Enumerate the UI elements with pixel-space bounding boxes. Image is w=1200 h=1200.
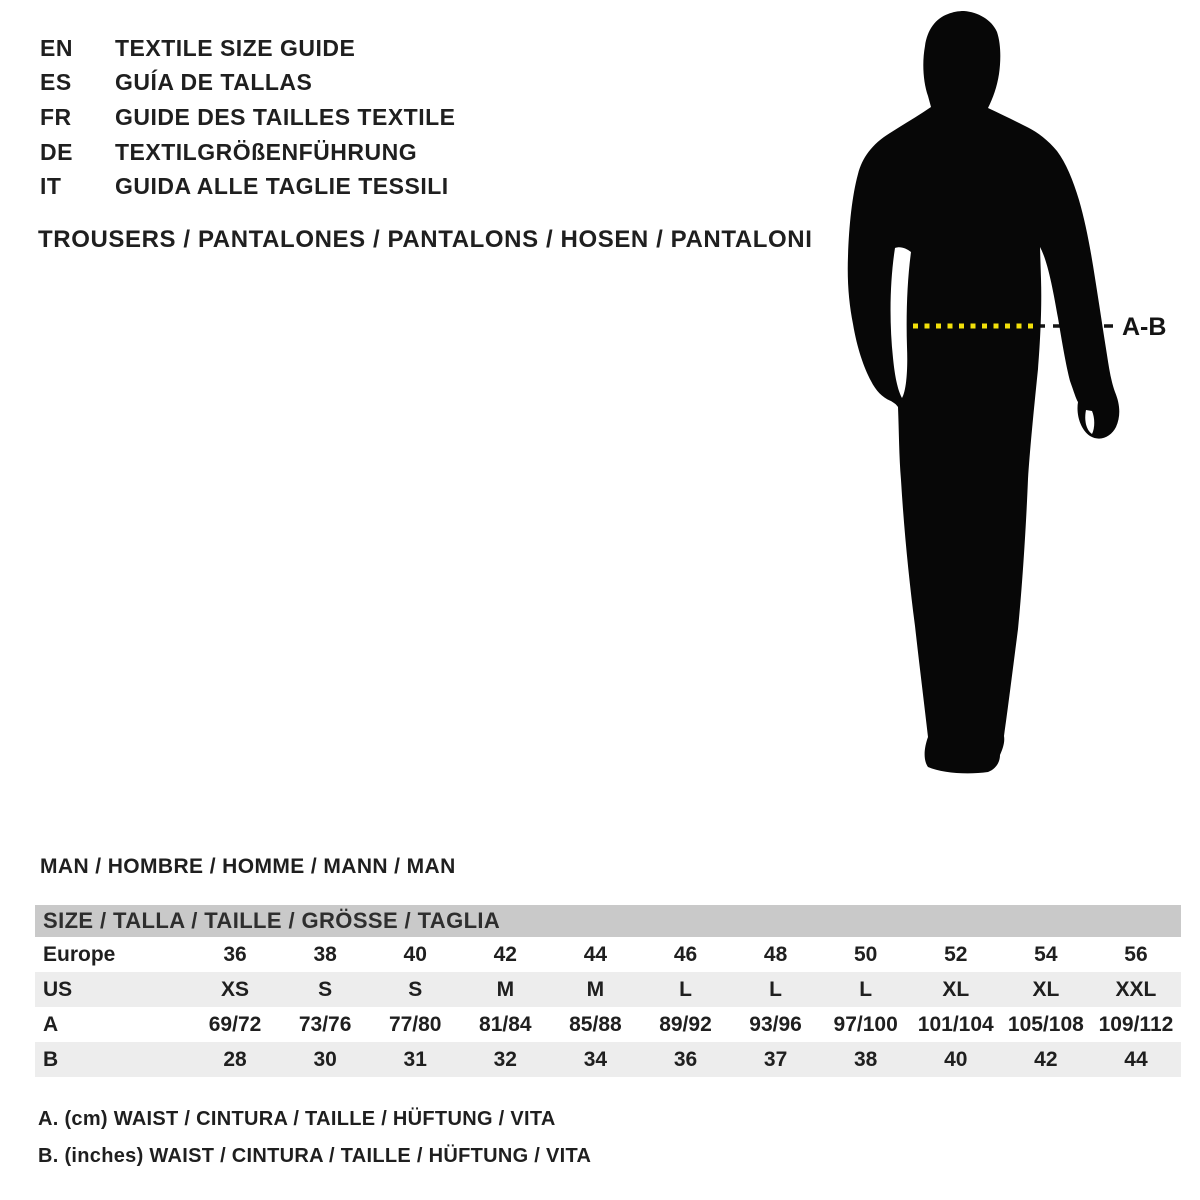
size-cell: XXL [1115, 977, 1157, 1001]
row-label: Europe [43, 942, 116, 966]
lang-code: DE [40, 138, 73, 165]
size-cell: 44 [583, 942, 608, 966]
row-label: US [43, 977, 73, 1001]
table-row-europe [35, 937, 1181, 972]
lang-row-it [40, 169, 456, 204]
footnote-b: B. (inches) WAIST / CINTURA / TAILLE / HÜFTUNG / VITA [38, 1145, 592, 1167]
size-cell: L [859, 977, 873, 1001]
size-cell: 40 [944, 1047, 968, 1071]
size-cell: 44 [1124, 1047, 1148, 1071]
footnote-a: A. (cm) WAIST / CINTURA / TAILLE / HÜFTUNG / VITA [38, 1108, 556, 1130]
size-cell: 54 [1034, 942, 1058, 966]
size-cell: 101/104 [917, 1012, 994, 1036]
size-cell: 32 [493, 1047, 517, 1071]
language-title-block [40, 31, 456, 204]
size-cell: 34 [583, 1047, 608, 1071]
lang-code: EN [40, 34, 73, 61]
lang-row-en [40, 31, 456, 66]
lang-title: TEXTILGRÖßENFÜHRUNG [115, 138, 418, 165]
size-cell: 38 [853, 1047, 878, 1071]
table-row-a-cm [35, 1007, 1181, 1042]
size-cell: 109/112 [1098, 1012, 1174, 1036]
table-row-us [35, 972, 1181, 1007]
garment-title: TROUSERS / PANTALONES / PANTALONS / HOSEN / PANTALONI [38, 226, 813, 253]
size-cell: 31 [403, 1047, 427, 1071]
lang-code: FR [40, 103, 72, 130]
size-cell: L [679, 977, 692, 1001]
table-row-b-inches [35, 1042, 1181, 1077]
lang-code: IT [40, 173, 62, 200]
size-cell: 46 [673, 942, 698, 966]
lang-row-es [40, 66, 456, 101]
size-cell: 37 [763, 1047, 788, 1071]
measure-label-ab: A-B [1122, 313, 1167, 341]
lang-row-de [40, 135, 456, 170]
man-silhouette [848, 11, 1120, 773]
lang-title: TEXTILE SIZE GUIDE [115, 34, 356, 61]
size-cell: 105/108 [1007, 1012, 1084, 1036]
size-cell: 56 [1124, 942, 1148, 966]
size-cell: 36 [673, 1047, 698, 1071]
size-cell: XS [221, 977, 250, 1001]
size-cell: S [408, 977, 423, 1001]
size-cell: 38 [313, 942, 337, 966]
size-cell: S [318, 977, 333, 1001]
size-cell: 28 [223, 1047, 247, 1071]
lang-title: GUIDA ALLE TAGLIE TESSILI [115, 173, 449, 200]
size-cell: 85/88 [569, 1012, 622, 1036]
lang-title: GUÍA DE TALLAS [115, 69, 313, 96]
size-cell: 42 [1034, 1047, 1058, 1071]
size-table-header: SIZE / TALLA / TAILLE / GRÖSSE / TAGLIA [35, 905, 1181, 937]
gender-title: MAN / HOMBRE / HOMME / MANN / MAN [40, 855, 456, 878]
size-cell: 30 [313, 1047, 337, 1071]
size-cell: 89/92 [659, 1012, 712, 1036]
size-table [35, 905, 1181, 1077]
size-cell: 93/96 [749, 1012, 802, 1036]
silhouette-figure [820, 0, 1200, 800]
size-cell: 40 [403, 942, 427, 966]
size-cell: 42 [493, 942, 517, 966]
size-cell: 97/100 [833, 1012, 898, 1036]
size-cell: 36 [223, 942, 247, 966]
size-cell: XL [1032, 977, 1060, 1001]
size-cell: L [769, 977, 782, 1001]
row-label: B [43, 1047, 59, 1071]
size-cell: 77/80 [388, 1012, 442, 1036]
lang-code: ES [40, 69, 72, 96]
size-cell: 50 [853, 942, 878, 966]
size-cell: XL [942, 977, 970, 1001]
man-silhouette-svg [820, 0, 1200, 800]
lang-row-fr [40, 100, 456, 135]
size-cell: 69/72 [208, 1012, 262, 1036]
lang-title: GUIDE DES TAILLES TEXTILE [115, 103, 456, 130]
size-cell: 73/76 [298, 1012, 352, 1036]
size-cell: M [496, 977, 515, 1001]
row-label: A [43, 1012, 59, 1036]
size-cell: M [586, 977, 605, 1001]
size-cell: 81/84 [479, 1012, 532, 1036]
size-cell: 52 [944, 942, 968, 966]
size-cell: 48 [763, 942, 788, 966]
